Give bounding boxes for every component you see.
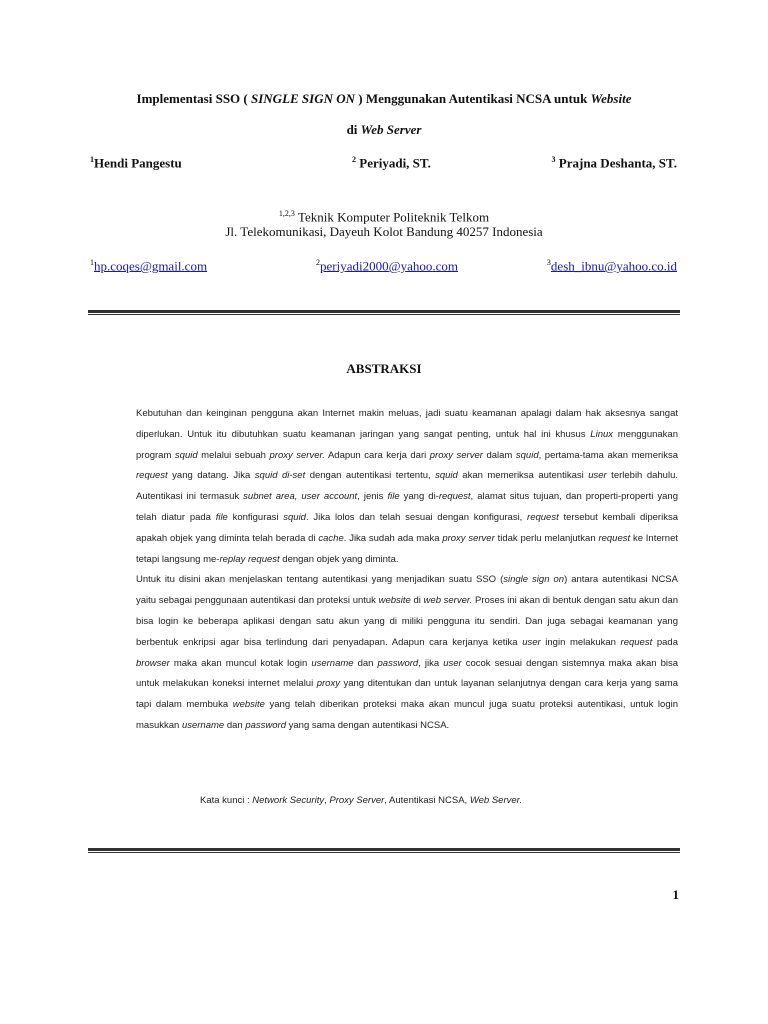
text-run: username (181, 719, 225, 731)
text-run: yang sama dengan autentikasi NCSA. (286, 719, 450, 731)
text-run: replay request (219, 553, 280, 565)
text-run: proxy (316, 678, 340, 690)
author-2: $^2$ Periyadi, ST. (352, 155, 431, 171)
text-run: browser (136, 657, 170, 669)
text-run: dan (224, 719, 246, 731)
text-run: , Autentikasi NCSA, (384, 795, 470, 806)
text-run: dengan autentikasi tertentu, (305, 470, 436, 482)
text-run: squid di-set (254, 470, 306, 482)
text-run: Adapun cara kerja dari (324, 449, 430, 461)
text-run: , jenis (357, 491, 388, 503)
text-run: menggunakan program (136, 428, 678, 461)
text-run: Network Security (252, 795, 325, 806)
text-run: squid (283, 511, 306, 523)
text-run: dalam (482, 449, 516, 461)
text-run: username (311, 657, 354, 669)
text-run: Untuk itu disini akan menjelaskan tentang autentikasi yang menjadikan suatu SSO ( (136, 574, 504, 586)
text-run: , (324, 795, 330, 806)
text-run: file (215, 511, 228, 523)
text-run: ) antara autentikasi NCSA yaitu sebagai penggunaan autentikasi dan proteksi untuk (136, 574, 678, 607)
text-run: melalui sebuah (197, 449, 270, 461)
author-1: $^1$Hendi Pangestu (90, 155, 182, 171)
text-run: , alamat situs tujuan, dan properti-properti yang telah diatur pada (136, 491, 678, 523)
email-1: $^1$hp.coqes@gmail.com (90, 258, 208, 274)
text-run: password (377, 657, 419, 669)
text-run: terlebih dahulu. Autentikasi ini termasuk (136, 470, 678, 503)
text-run: pada (652, 636, 678, 648)
paper-title-line-1: Implementasi SSO ( SINGLE SIGN ON ) Menggunakan Autentikasi NCSA untuk Website (136, 91, 632, 106)
text-run: cocok sesuai dengan sistemnya maka akan bisa untuk melakukan koneksi internet melalui (136, 657, 678, 690)
text-run: squid (174, 449, 198, 461)
text-run: user (588, 470, 607, 482)
text-run: squid (435, 470, 458, 482)
text-run: Proxy Server (329, 795, 385, 806)
text-run: yang telah diberikan proteksi maka akan muncul juga suatu proteksi autentikasi, untuk login masukkan (136, 699, 678, 731)
text-run: user (522, 636, 541, 648)
text-run: Proses ini akan di bentuk dengan satu akun dan bisa login ke beberapa aplikasi dengan satu akun yang di miliki pengguna itu sendiri. Dan juga sebagai keamanan yang berbentuk enkripsi agar bisa terlindung dari penyadapan. Adapun cara kerjanya ketika (136, 595, 678, 648)
text-run: yang ditentukan dan untuk layanan selanjutnya dengan cara kerja yang sama tapi dalam membuka (136, 678, 678, 711)
page-number: 1 (672, 887, 679, 902)
text-run: file (387, 491, 400, 503)
email-2: $^2$periyadi2000@yahoo.com (316, 258, 458, 274)
abstract-paragraph-2 (136, 570, 678, 736)
keywords (200, 795, 522, 806)
abstract-heading: ABSTRAKSI (346, 361, 422, 376)
affiliation-line-2: Jl. Telekomunikasi, Dayeuh Kolot Bandung 40257 Indonesia (225, 224, 543, 239)
text-run: proxy server. (269, 449, 325, 461)
text-run: website (232, 699, 265, 711)
text-run: request (438, 491, 471, 503)
text-run: , pertama-tama akan memeriksa (538, 449, 679, 461)
author-3: $^3$ Prajna Deshanta, ST. (551, 155, 677, 171)
text-run: request (136, 470, 168, 482)
text-run: password (245, 719, 286, 731)
paper-title-line-2: di Web Server (346, 122, 422, 137)
text-run: request (598, 532, 631, 544)
text-run: Linux (590, 428, 614, 440)
abstract-body (136, 404, 678, 737)
text-run: Kebutuhan dan keinginan pengguna akan Internet makin meluas, jadi suatu keamanan apalagi dalam hak aksesnya sangat diperlukan. Untuk itu dibutuhkan suatu keamanan jaringan yang sangat penting, untuk hal ini khusus (136, 408, 678, 440)
text-run: request (620, 636, 653, 648)
email-link-2[interactable]: periyadi2000@yahoo.com (320, 258, 458, 274)
text-run: yang di- (399, 491, 439, 503)
text-run: tersebut kembali diperiksa apakah objek yang diminta telah berada di (136, 511, 678, 544)
text-run: dan (353, 657, 378, 669)
text-run: Web Server. (469, 795, 523, 806)
text-run: ke Internet tetapi langsung me- (136, 532, 679, 565)
divider-bottom (88, 848, 680, 853)
text-run: , jika (418, 657, 444, 669)
text-run: Kata kunci : (200, 795, 253, 806)
text-run: user (443, 657, 462, 669)
text-run: website (378, 595, 411, 607)
text-run: squid (515, 449, 539, 461)
text-run: konfigurasi (227, 511, 284, 523)
text-run: subnet area, user account (243, 491, 358, 503)
text-run: dengan objek yang diminta. (279, 553, 399, 565)
email-link-3[interactable]: desh_ibnu@yahoo.co.id (550, 258, 677, 274)
text-run: . Jika sudah ada maka (343, 532, 443, 544)
text-run: cache (318, 532, 344, 544)
text-run: yang datang. Jika (167, 470, 255, 482)
divider-top (88, 310, 680, 315)
text-run: ingin melakukan (540, 636, 621, 648)
text-run: request (527, 511, 559, 523)
text-run: . Jika lolos dan telah sesuai dengan konfigurasi, (305, 511, 528, 523)
text-run: maka akan muncul kotak login (169, 657, 312, 669)
text-run: akan memeriksa autentikasi (457, 470, 589, 482)
text-run: tidak perlu melanjutkan (494, 532, 599, 544)
text-run: single sign on (503, 574, 565, 586)
abstract-paragraph-1 (136, 404, 678, 570)
email-3: $^3$desh_ibnu@yahoo.co.id (546, 258, 677, 274)
text-run: web server. (423, 595, 473, 607)
affiliation-line-1: $^{1,2,3}$ Teknik Komputer Politeknik Telkom (278, 209, 490, 225)
text-run: di (410, 595, 424, 607)
email-link-1[interactable]: hp.coqes@gmail.com (94, 258, 208, 274)
text-run: proxy server (442, 532, 495, 544)
text-run: proxy server (429, 449, 483, 461)
